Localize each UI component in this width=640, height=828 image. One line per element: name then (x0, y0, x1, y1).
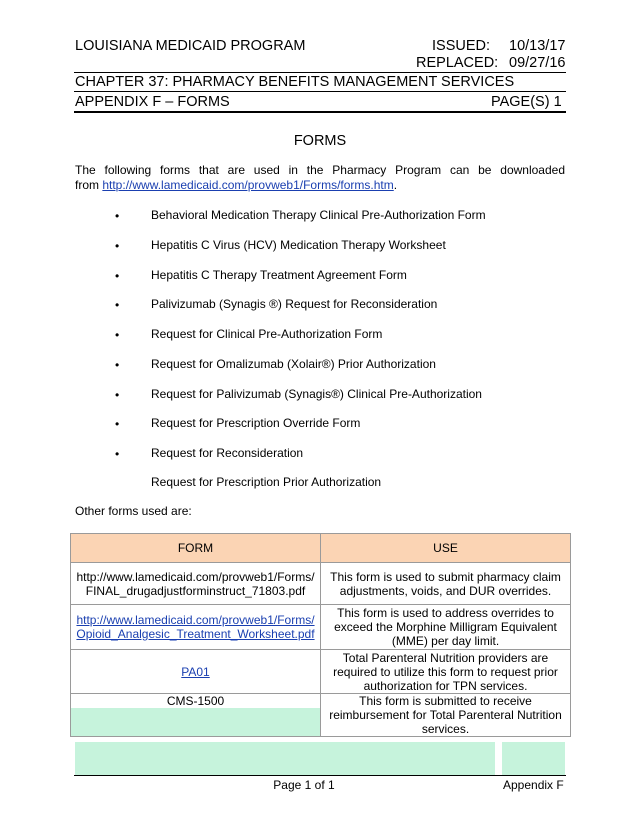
other-forms-label: Other forms used are: (75, 504, 192, 518)
highlight-block (71, 708, 320, 736)
highlight-block (502, 742, 565, 775)
column-header-form: FORM (71, 534, 321, 563)
form-cell (71, 605, 321, 650)
bullet-icon: • (115, 328, 120, 342)
page-count: PAGE(S) 1 (491, 94, 562, 110)
bullet-icon: • (115, 298, 120, 312)
bullet-icon: • (115, 239, 120, 253)
intro-prefix: from (75, 178, 103, 192)
list-item-label: Request for Prescription Override Form (151, 416, 361, 430)
bullet-icon: • (115, 269, 120, 283)
chapter-title: CHAPTER 37: PHARMACY BENEFITS MANAGEMENT SERVICES (75, 74, 515, 90)
bullet-icon: • (115, 209, 120, 223)
replaced-label: REPLACED: (416, 55, 499, 71)
list-item-label: Hepatitis C Virus (HCV) Medication Therapy Worksheet (151, 238, 446, 252)
bullet-icon: • (115, 388, 120, 402)
table-row (71, 694, 571, 737)
opioid-worksheet-link-line-2[interactable]: Opioid_Analgesic_Treatment_Worksheet.pdf (76, 627, 315, 641)
intro-suffix: . (393, 178, 398, 192)
opioid-worksheet-link-line-1[interactable]: http://www.lamedicaid.com/provweb1/Forms/ (76, 613, 315, 627)
use-cell: This form is submitted to receive reimbursement for Total Parenteral Nutrition services. (321, 694, 571, 737)
issued-date: 10/13/17 (509, 38, 566, 54)
form-cell (71, 650, 321, 694)
column-header-use: USE (321, 534, 571, 563)
footer-rule (74, 775, 566, 776)
bullet-icon: • (115, 358, 120, 372)
intro-line-1: The following forms that are used in the Pharmacy Program can be downloaded (75, 163, 565, 177)
table-header-row (71, 534, 571, 563)
list-item-unbulleted: Request for Prescription Prior Authorization (151, 475, 382, 489)
replaced-date: 09/27/16 (509, 55, 566, 71)
table-row (71, 650, 571, 694)
forms-table (70, 533, 571, 737)
forms-page-link[interactable]: http://www.lamedicaid.com/provweb1/Forms/forms.htm (102, 178, 394, 192)
list-item-label: Request for Reconsideration (151, 446, 304, 460)
header-rule-middle (74, 91, 566, 92)
use-cell: This form is used to address overrides to exceed the Morphine Milligram Equivalent (MME) per day limit. (321, 605, 571, 650)
footer-appendix: Appendix F (503, 778, 564, 792)
program-name: LOUISIANA MEDICAID PROGRAM (75, 38, 306, 54)
form-cell (71, 563, 321, 605)
bullet-icon: • (115, 417, 120, 431)
list-item-label: Request for Omalizumab (Xolair®) Prior Authorization (151, 357, 436, 371)
form-url-line-2: FINAL_drugadjustforminstruct_71803.pdf (85, 583, 306, 598)
form-url-line-1: http://www.lamedicaid.com/provweb1/Forms/ (76, 569, 315, 584)
appendix-title: APPENDIX F – FORMS (75, 94, 230, 110)
page-title: FORMS (293, 133, 347, 149)
footer-page-number: Page 1 of 1 (273, 778, 335, 792)
list-item-label: Request for Palivizumab (Synagis®) Clinical Pre-Authorization (151, 387, 482, 401)
table-row (71, 605, 571, 650)
issued-label: ISSUED: (432, 38, 491, 54)
use-cell: Total Parenteral Nutrition providers are required to utilize this form to request prior authorization for TPN services. (321, 650, 571, 694)
list-item-label: Request for Clinical Pre-Authorization Form (151, 327, 383, 341)
header-rule-top (74, 72, 566, 73)
header-rule-bottom (74, 111, 566, 113)
highlight-block (75, 742, 495, 775)
form-cell (71, 694, 321, 737)
bullet-icon: • (115, 447, 120, 461)
list-item-label: Palivizumab (Synagis ®) Request for Reconsideration (151, 297, 438, 311)
pa01-link[interactable]: PA01 (181, 664, 210, 679)
list-item-label: Behavioral Medication Therapy Clinical Pre-Authorization Form (151, 208, 486, 222)
list-item-label: Hepatitis C Therapy Treatment Agreement Form (151, 268, 407, 282)
table-row (71, 563, 571, 605)
intro-line-2 (75, 178, 397, 192)
cms-1500-label: CMS-1500 (166, 694, 225, 708)
use-cell: This form is used to submit pharmacy claim adjustments, voids, and DUR overrides. (321, 563, 571, 605)
